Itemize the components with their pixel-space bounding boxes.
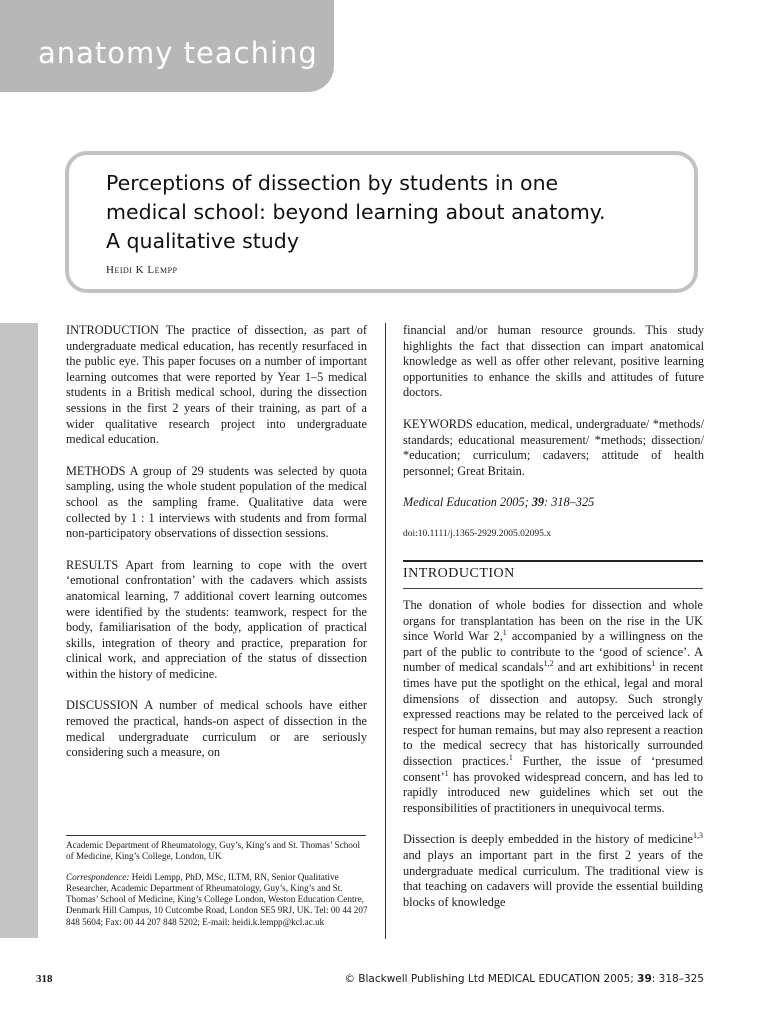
introduction-body: [403, 598, 703, 926]
abstract-text: A group of 29 students was selected by quota sampling, using the whole student population of the medical school as the sampling frame. Qualitative data were collected by 1 : 1 interviews with students and from formal non-participatory observations of dissection sessions.: [66, 463, 367, 541]
footer-prefix: © Blackwell Publishing Ltd MEDICAL EDUCATION 2005;: [344, 973, 634, 985]
citation-volume: 39: [531, 495, 545, 510]
footer-volume: 39: [637, 973, 652, 985]
abstract-methods: [66, 464, 367, 542]
title-line: medical school: beyond learning about anatomy.: [106, 200, 606, 224]
keywords-label: KEYWORDS: [403, 416, 473, 431]
title-line: A qualitative study: [106, 229, 299, 253]
section-tab: [0, 0, 334, 92]
intro-text: and plays an important part in the first 2 years of the undergraduate medical curriculum. The traditional view is that teaching on cadavers will provide the essential building blocks of knowledge: [403, 847, 703, 909]
abstract-results: [66, 558, 367, 683]
reference-sup: 1: [508, 752, 513, 762]
margin-bar: [0, 323, 38, 938]
journal-citation: [403, 495, 704, 511]
intro-text: and art exhibitions: [553, 660, 652, 675]
reference-sup: 1,2: [543, 659, 554, 669]
intro-text: has provoked widespread concern, and has led to rapidly introduced new guidelines which set out the responsibilities of practitioners in unequivocal terms.: [403, 769, 703, 815]
reference-sup: 1,3: [693, 831, 703, 841]
intro-text: accompanied by a willingness on the part of the public to contribute to the ‘good of science’. A number of medical scandals: [403, 629, 703, 675]
intro-text: Further, the issue of ‘presumed consent’: [403, 753, 703, 784]
reference-sup: 1: [444, 768, 449, 778]
correspondence-text: Heidi Lempp, PhD, MSc, ILTM, RN, Senior Qualitative Researcher, Academic Department of Rheumatology, Guy’s, King’s and St. Thomas’ School of Medicine, King’s College London, Weston Education Centre, Denmark Hill Campus, 10 Cutcombe Road, London SE5 9RJ, UK. Tel: 00 44 207 848 5604; Fax: 00 44 207 848 5202; E-mail: heidi.k.lempp@kcl.ac.uk: [66, 871, 368, 927]
abstract-discussion-continued: financial and/or human resource grounds. This study highlights the fact that dissection can impart anatomical knowledge as well as offer other relevant, positive learning opportunities to enhance the skills and attitudes of future doctors.: [403, 323, 704, 400]
abstract-text: Apart from learning to cope with the overt ‘emotional confrontation’ with the cadavers which assists anatomical learning, 7 additional covert learning outcomes were identified by the students: teamwork, respect for the body, familiarisation of the body, application of practical skills, integration of theory and practice, preparation for clinical work, and appreciation of the status of dissection within the history of medicine.: [66, 557, 367, 681]
section-tab-label: anatomy teaching: [38, 36, 318, 70]
author-name: Heidi K Lempp: [106, 264, 178, 276]
footnote-rule: [66, 835, 366, 836]
abstract-label: DISCUSSION: [66, 698, 139, 713]
correspondence-note: [66, 872, 368, 928]
article-title: [106, 169, 686, 256]
abstract-left-column: [66, 323, 367, 777]
citation-journal: Medical Education 2005;: [403, 495, 529, 510]
title-line: Perceptions of dissection by students in one: [106, 171, 559, 195]
abstract-label: METHODS: [66, 463, 126, 478]
reference-sup: 1: [651, 659, 656, 669]
footer-copyright: [344, 973, 704, 985]
abstract-text: A number of medical schools have either removed the practical, hands-on aspect of dissection in the medical undergraduate curriculum or are seriously considering such a measure, on: [66, 698, 367, 760]
intro-paragraph: [403, 598, 703, 816]
abstract-discussion: [66, 698, 367, 760]
intro-text: Dissection is deeply embedded in the history of medicine: [403, 832, 693, 847]
keywords-text: education, medical, undergraduate/ *methods/ standards; educational measurement/ *methods; dissection/ *education; curriculum; cadavers; attitude of health personnel; Great Britain.: [403, 416, 704, 478]
introduction-heading: INTRODUCTION: [403, 566, 515, 581]
affiliation-note: Academic Department of Rheumatology, Guy’s, King’s and St. Thomas’ School of Medicine, King’s College, London, UK: [66, 840, 361, 862]
intro-text: in recent times have put the spotlight on the ethical, legal and moral dimensions of dissection and autopsy. Such strongly expressed reactions may be related to the perceived lack of respect for human remains, but may also represent a reaction to the medical secrecy that has historically surrounded dissection practices.: [403, 660, 704, 768]
heading-rule-top: [403, 560, 703, 562]
abstract-text: The practice of dissection, as part of undergraduate medical education, has recently resurfaced in the public eye. This paper focuses on a number of important learning outcomes that were reported by Year 1–5 medical students in a British medical school, during the dissection sessions in the first 2 years of their training, as part of a wider qualitative research project into undergraduate medical education.: [66, 323, 368, 447]
reference-sup: 1: [502, 628, 507, 638]
intro-text: The donation of whole bodies for dissection and whole organs for transplantation has been on the rise in the UK since World War 2,: [403, 598, 703, 644]
intro-paragraph: [403, 832, 703, 910]
footnotes: [66, 840, 368, 937]
heading-rule-bottom: [403, 588, 703, 589]
page-number: 318: [36, 973, 53, 985]
abstract-right-column: [403, 323, 704, 559]
column-divider: [385, 323, 386, 939]
abstract-introduction: [66, 323, 367, 448]
abstract-keywords: [403, 417, 704, 479]
footer-pages: : 318–325: [651, 973, 704, 985]
abstract-label: INTRODUCTION: [66, 323, 159, 337]
correspondence-label: Correspondence:: [66, 871, 130, 882]
doi: doi:10.1111/j.1365-2929.2005.02095.x: [403, 528, 552, 539]
citation-pages: : 318–325: [544, 495, 595, 510]
abstract-label: RESULTS: [66, 557, 119, 572]
